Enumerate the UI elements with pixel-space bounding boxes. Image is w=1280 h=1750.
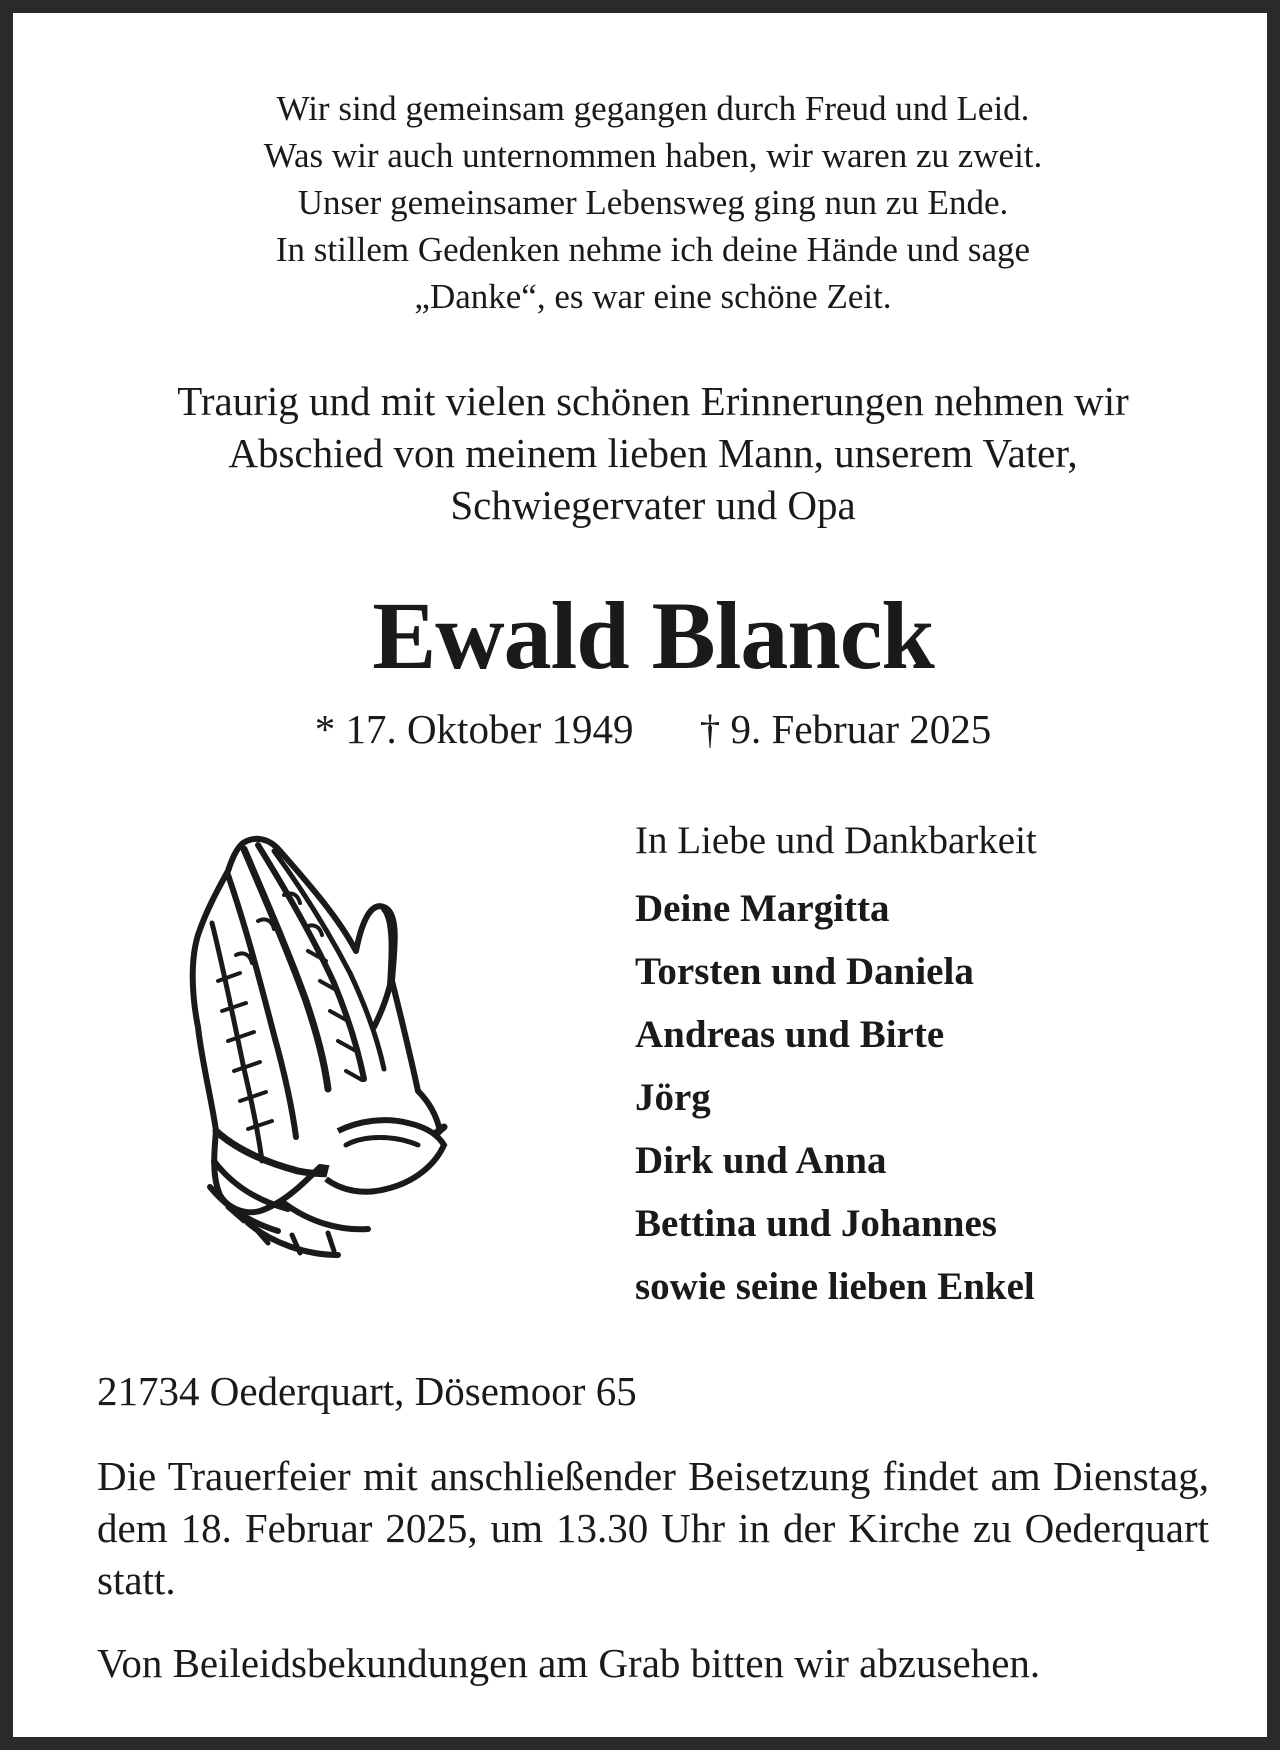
mourner-name: sowie seine lieben Enkel [635, 1265, 1035, 1308]
intro-line: Schwiegervater und Opa [450, 482, 856, 528]
poem-line: In stillem Gedenken nehme ich deine Hände und sage [275, 230, 1031, 269]
intro-line: Traurig und mit vielen schönen Erinnerungen nehmen wir [177, 378, 1129, 424]
deceased-name: Ewald Blanck [372, 582, 934, 689]
poem-line: Unser gemeinsamer Lebensweg ging nun zu Ende. [297, 183, 1009, 222]
poem-line: Was wir auch unternommen haben, wir waren zu zweit. [263, 136, 1043, 175]
mourners-list [635, 813, 1255, 1318]
mourner-name: Torsten und Daniela [635, 950, 974, 993]
mourner-name: Dirk und Anna [635, 1139, 887, 1182]
poem-line: Wir sind gemeinsam gegangen durch Freud und Leid. [276, 89, 1030, 128]
poem [13, 85, 1280, 320]
poem-line: „Danke“, es war eine schöne Zeit. [414, 277, 892, 316]
praying-hands-icon [188, 831, 498, 1271]
ceremony-info: Die Trauerfeier mit anschließender Beisetzung findet am Dienstag, dem 18. Februar 2025, um 13.30 Uhr in der Kirche zu Oederquart statt. [97, 1453, 1209, 1603]
mourner-name: Bettina und Johannes [635, 1202, 997, 1245]
mourner-name: Jörg [635, 1076, 711, 1119]
death-date: † 9. Februar 2025 [699, 706, 992, 752]
life-dates [13, 703, 1280, 755]
mourner-name: Deine Margitta [635, 887, 890, 930]
mourners-lead: In Liebe und Dankbarkeit [635, 819, 1037, 862]
mourner-name: Andreas und Birte [635, 1013, 945, 1056]
intro-line: Abschied von meinem lieben Mann, unserem Vater, [228, 430, 1078, 476]
intro-text [13, 375, 1280, 531]
address: 21734 Oederquart, Dösemoor 65 [97, 1368, 637, 1414]
condolence-note: Von Beileidsbekundungen am Grab bitten wir abzusehen. [97, 1640, 1041, 1686]
birth-date: * 17. Oktober 1949 [314, 706, 634, 752]
